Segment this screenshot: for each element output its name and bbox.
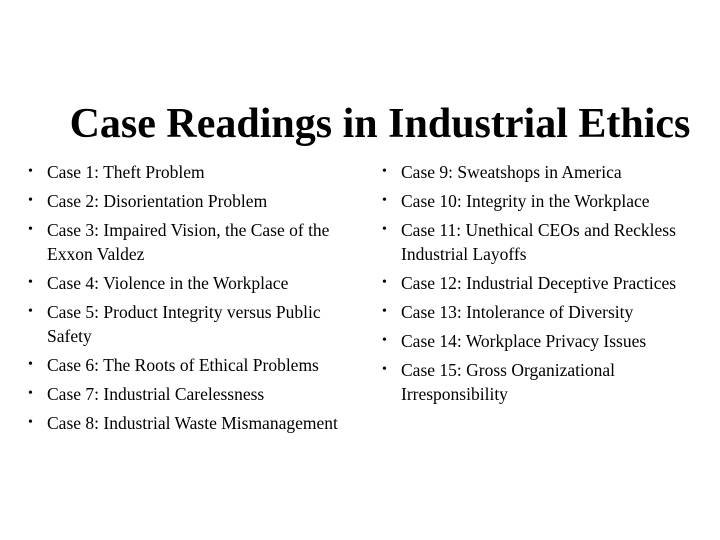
bullet-icon: • xyxy=(382,362,387,377)
bullet-icon: • xyxy=(28,275,33,290)
case-item-12 xyxy=(382,271,712,295)
bullet-icon: • xyxy=(28,357,33,372)
case-item-11 xyxy=(382,218,712,266)
case-item-text: Case 12: Industrial Deceptive Practices xyxy=(401,273,677,293)
bullet-icon: • xyxy=(382,275,387,290)
bullet-icon: • xyxy=(382,193,387,208)
bullet-icon: • xyxy=(28,222,33,237)
bullet-icon: • xyxy=(382,164,387,179)
bullet-icon: • xyxy=(28,415,33,430)
case-item-text: Case 3: Impaired Vision, the Case of the Exxon Valdez xyxy=(47,220,330,264)
case-item-text: Case 4: Violence in the Workplace xyxy=(47,273,289,293)
case-item-text: Case 7: Industrial Carelessness xyxy=(47,384,265,404)
case-item-8 xyxy=(28,411,358,435)
bullet-icon: • xyxy=(382,304,387,319)
bullet-icon: • xyxy=(28,193,33,208)
bullet-icon: • xyxy=(28,304,33,319)
case-item-text: Case 11: Unethical CEOs and Reckless Industrial Layoffs xyxy=(401,220,676,264)
case-item-text: Case 6: The Roots of Ethical Problems xyxy=(47,355,319,375)
bullet-icon: • xyxy=(28,164,33,179)
case-item-text: Case 5: Product Integrity versus Public Safety xyxy=(47,302,321,346)
case-item-1 xyxy=(28,160,358,184)
case-item-15 xyxy=(382,358,712,406)
case-list-right xyxy=(382,160,712,411)
bullet-icon: • xyxy=(382,333,387,348)
case-item-text: Case 1: Theft Problem xyxy=(47,162,205,182)
case-item-text: Case 2: Disorientation Problem xyxy=(47,191,268,211)
case-item-7 xyxy=(28,382,358,406)
case-item-text: Case 14: Workplace Privacy Issues xyxy=(401,331,647,351)
case-item-9 xyxy=(382,160,712,184)
case-item-text: Case 13: Intolerance of Diversity xyxy=(401,302,634,322)
case-item-4 xyxy=(28,271,358,295)
case-item-text: Case 10: Integrity in the Workplace xyxy=(401,191,650,211)
case-item-5 xyxy=(28,300,358,348)
bullet-icon: • xyxy=(28,386,33,401)
case-item-10 xyxy=(382,189,712,213)
bullet-icon: • xyxy=(382,222,387,237)
case-item-text: Case 8: Industrial Waste Mismanagement xyxy=(47,413,338,433)
case-item-13 xyxy=(382,300,712,324)
case-item-text: Case 15: Gross Organizational Irresponsibility xyxy=(401,360,616,404)
case-item-2 xyxy=(28,189,358,213)
case-item-14 xyxy=(382,329,712,353)
case-item-text: Case 9: Sweatshops in America xyxy=(401,162,622,182)
slide-title: Case Readings in Industrial Ethics xyxy=(69,101,691,148)
case-list-left xyxy=(28,160,358,440)
case-item-6 xyxy=(28,353,358,377)
case-item-3 xyxy=(28,218,358,266)
